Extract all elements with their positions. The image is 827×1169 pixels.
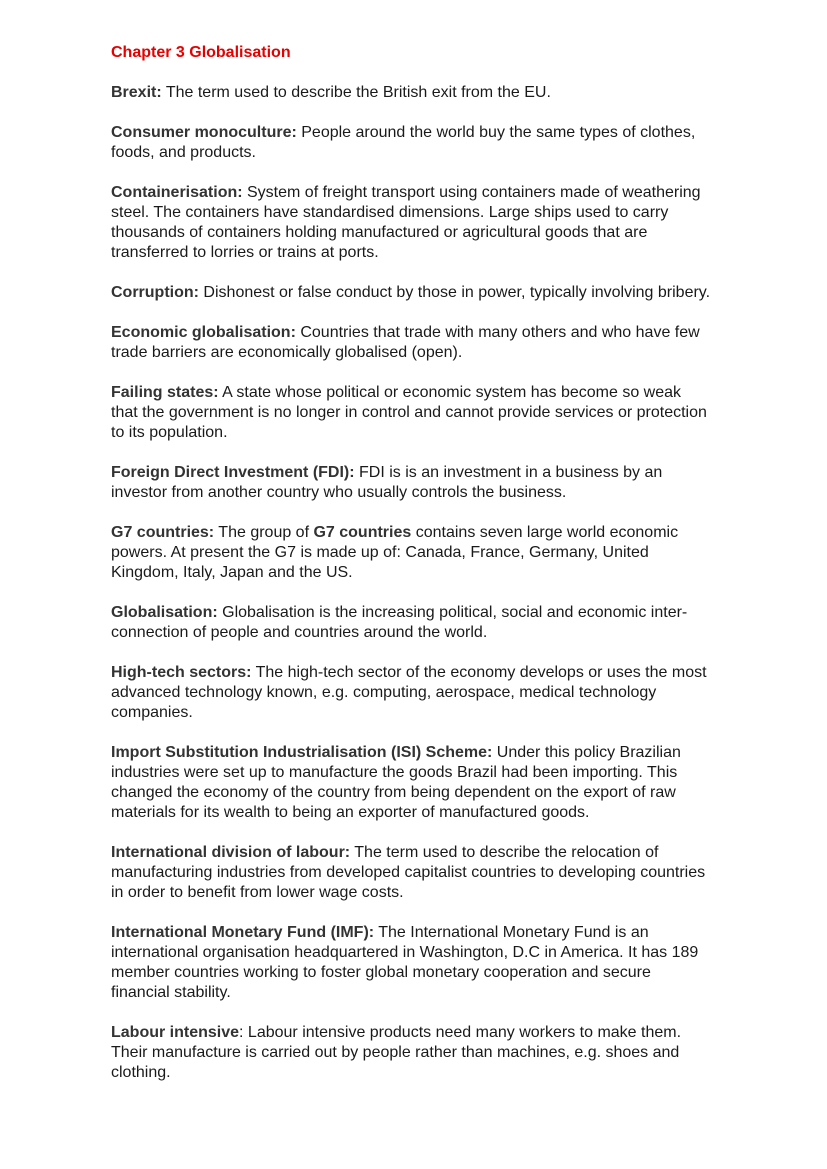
glossary-definition: The International Monetary Fund is an international organisation headquartered in Washington, D.C in America. It has 189 member countries working to foster global monetary cooperation and secure financial stability. <box>111 924 699 1001</box>
glossary-definition-start: The group of <box>214 524 314 541</box>
glossary-page <box>111 43 711 1103</box>
glossary-entry-containerisation <box>111 183 711 263</box>
glossary-entry-globalisation <box>111 603 711 643</box>
glossary-definition: System of freight transport using containers made of weathering steel. The containers have standardised dimensions. Large ships used to carry thousands of containers holding manufactured or agricultural goods that are transferred to lorries or trains at ports. <box>111 184 701 261</box>
glossary-term: Import Substitution Industrialisation (ISI) Scheme: <box>111 744 493 761</box>
glossary-entry-international-division-of-labour <box>111 843 711 903</box>
glossary-entry-g7-countries <box>111 523 711 583</box>
glossary-definition: Countries that trade with many others and who have few trade barriers are economically globalised (open). <box>111 324 700 361</box>
glossary-definition: FDI is is an investment in a business by an investor from another country who usually controls the business. <box>111 464 663 501</box>
glossary-term: Brexit: <box>111 84 162 101</box>
glossary-definition-emphasis: G7 countries <box>313 524 412 541</box>
glossary-term: Failing states: <box>111 384 219 401</box>
glossary-entry-failing-states <box>111 383 711 443</box>
glossary-definition: The term used to describe the relocation of manufacturing industries from developed capitalist countries to developing countries in order to benefit from lower wage costs. <box>111 844 706 901</box>
chapter-title: Chapter 3 Globalisation <box>111 44 291 61</box>
glossary-entry-brexit <box>111 83 711 103</box>
glossary-term: Economic globalisation: <box>111 324 296 341</box>
glossary-term: G7 countries: <box>111 524 215 541</box>
glossary-definition: A state whose political or economic system has become so weak that the government is no longer in control and cannot provide services or protection to its population. <box>111 384 707 441</box>
glossary-entry-corruption <box>111 283 711 303</box>
glossary-entry-economic-globalisation <box>111 323 711 363</box>
glossary-entry-imf <box>111 923 711 1003</box>
glossary-entry-high-tech-sectors <box>111 663 711 723</box>
glossary-term: Consumer monoculture: <box>111 124 297 141</box>
glossary-definition: The high-tech sector of the economy develops or uses the most advanced technology known, e.g. computing, aerospace, medical technology companies. <box>111 664 707 721</box>
glossary-term: Containerisation: <box>111 184 243 201</box>
glossary-term: Corruption: <box>111 284 199 301</box>
glossary-definition: Dishonest or false conduct by those in power, typically involving bribery. <box>198 284 711 301</box>
glossary-definition: People around the world buy the same types of clothes, foods, and products. <box>111 124 696 161</box>
glossary-definition: The term used to describe the British exit from the EU. <box>161 84 551 101</box>
glossary-entry-isi-scheme <box>111 743 711 823</box>
glossary-definition: Globalisation is the increasing political, social and economic inter-connection of people and countries around the world. <box>111 604 688 641</box>
glossary-term: High-tech sectors: <box>111 664 252 681</box>
glossary-term: Labour intensive <box>111 1024 240 1041</box>
glossary-term: International division of labour: <box>111 844 351 861</box>
glossary-definition: : Labour intensive products need many workers to make them. Their manufacture is carried out by people rather than machines, e.g. shoes and clothing. <box>111 1024 682 1081</box>
glossary-entry-consumer-monoculture <box>111 123 711 163</box>
glossary-term: Foreign Direct Investment (FDI): <box>111 464 355 481</box>
glossary-definition-end: contains seven large world economic powers. At present the G7 is made up of: Canada, France, Germany, United Kingdom, Italy, Japan and the US. <box>111 524 679 581</box>
glossary-term: Globalisation: <box>111 604 218 621</box>
glossary-entry-labour-intensive <box>111 1023 711 1083</box>
glossary-term: International Monetary Fund (IMF): <box>111 924 375 941</box>
glossary-entry-fdi <box>111 463 711 503</box>
glossary-definition: Under this policy Brazilian industries were set up to manufacture the goods Brazil had been importing. This changed the economy of the country from being dependent on the export of raw materials for its wealth to being an exporter of manufactured goods. <box>111 744 681 821</box>
